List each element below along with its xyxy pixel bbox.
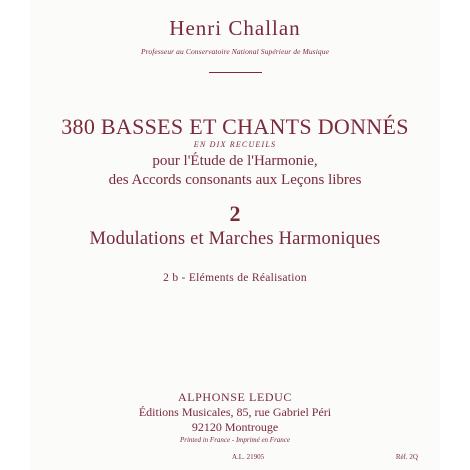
publisher-name: ALPHONSE LEDUC (177, 390, 293, 404)
volume-title: Modulations et Marches Harmoniques (89, 229, 381, 249)
publisher-address-line-2: 92120 Montrouge (191, 420, 279, 434)
printed-in-notice: Printed in France - Imprimé en France (179, 436, 291, 444)
score-cover (30, 0, 440, 470)
part-title: 2 b - Eléments de Réalisation (163, 272, 307, 284)
author-name: Henri Challan (169, 16, 301, 40)
work-subtitle: EN DIX RECUEILS (193, 140, 277, 149)
description-line-2: des Accords consonants aux Leçons libres (108, 172, 362, 188)
publisher-address-line-1: Éditions Musicales, 85, rue Gabriel Péri (138, 405, 332, 419)
reference-number: Réf. 2Q (395, 453, 418, 461)
volume-number: 2 (229, 201, 241, 226)
catalog-number: A.L. 21905 (232, 453, 265, 461)
work-title: 380 BASSES ET CHANTS DONNÉS (61, 114, 409, 139)
author-title: Professeur au Conservatoire National Supérieur de Musique (140, 47, 330, 56)
divider-rule (209, 72, 262, 73)
description-line-1: pour l'Étude de l'Harmonie, (152, 153, 318, 169)
